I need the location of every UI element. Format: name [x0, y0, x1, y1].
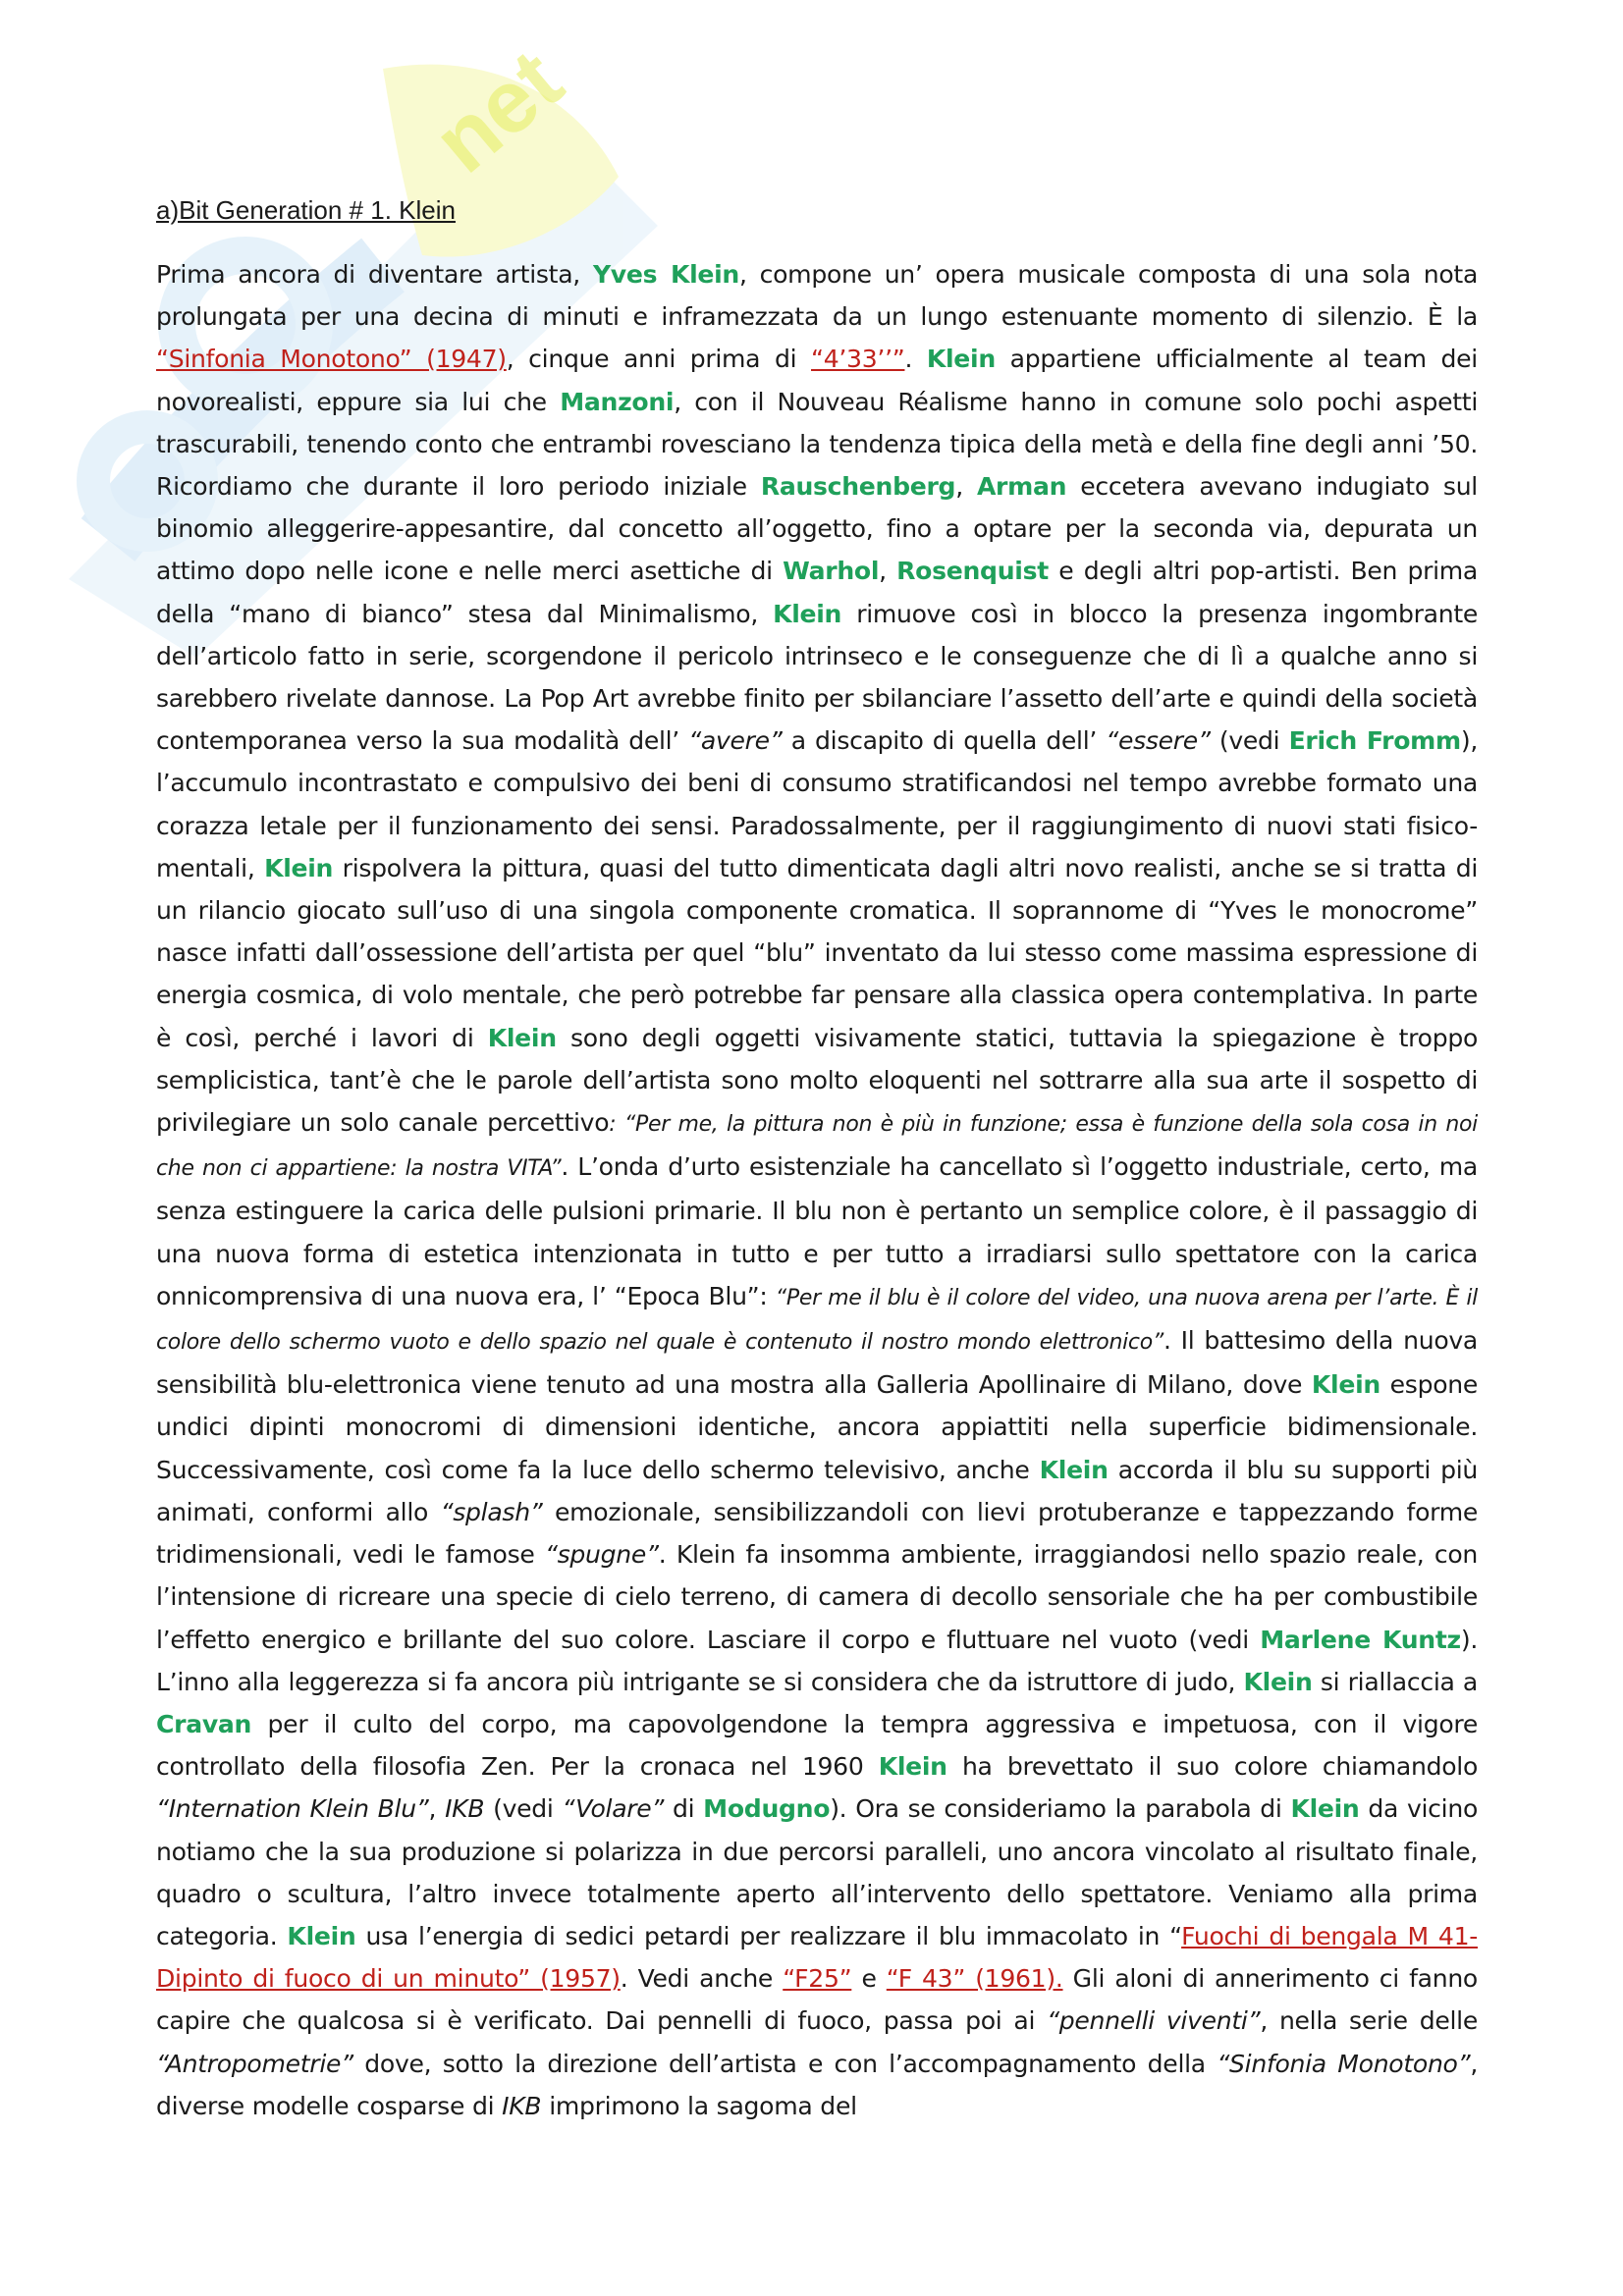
artist-name: Klein — [1290, 1794, 1360, 1824]
text-run: ). L’inno alla leggerezza si fa ancora più intrigante se si considera che da istruttore di judo, — [156, 1625, 1479, 1696]
text-run: accorda il blu su supporti più animati, conformi allo — [156, 1455, 1478, 1526]
text-run: , — [879, 557, 897, 586]
italic-term: “Volare” — [562, 1794, 665, 1824]
text-run: , — [955, 472, 977, 502]
italic-term: “spugne” — [544, 1540, 659, 1570]
italic-quote: “Per me il blu è il colore del video, una nuova arena per l’arte. È il colore dello schermo vuoto e dello spazio nel quale è contenuto il nostro mondo elettronico” — [156, 1285, 1478, 1356]
text-run: usa l’energia di sedici petardi per realizzare il blu immacolato in “ — [355, 1921, 1182, 1950]
work-link[interactable]: “F 43” (1961). — [886, 1964, 1063, 1994]
italic-term: “Antropometrie” — [156, 2049, 353, 2078]
text-run: a discapito di quella dell’ — [782, 726, 1107, 756]
italic-term: “Internation Klein Blu” — [156, 1794, 429, 1824]
text-run: sono degli oggetti visivamente statici, tuttavia la spiegazione è troppo semplicistica, tant’è che le parole dell’artista sono molto eloquenti nel sottrarre alla sua arte il sospetto di privilegiare un solo canale percettivo — [156, 1023, 1478, 1138]
text-run: emozionale, sensibilizzandoli con lievi protuberanze e tappezzando forme tridimensionali, vedi le famose — [156, 1497, 1479, 1570]
text-run: , diverse modelle cosparse di — [156, 2049, 1478, 2120]
artist-name: Marlene Kuntz — [1260, 1625, 1461, 1654]
artist-name: Klein — [1311, 1370, 1380, 1400]
italic-quote: : “Per me, la pittura non è più in funzione; essa è funzione della sola cosa in noi che non ci appartiene: la nostra VITA” — [156, 1112, 1478, 1182]
text-run: Gli aloni di annerimento ci fanno capire che qualcosa si è verificato. Dai pennelli di fuoco, passa poi ai — [156, 1964, 1478, 2036]
work-link[interactable]: “4’33’’” — [811, 345, 905, 374]
text-run: ), l’accumulo incontrastato e compulsivo dei beni di consumo stratificandosi nel tempo avrebbe formato una corazza letale per il funzionamento dei sensi. Paradossalmente, per il raggiungimento di nuovi stati fisico-mentali, — [156, 726, 1479, 882]
artist-name: Klein — [773, 599, 842, 628]
artist-name: Klein — [1039, 1455, 1109, 1484]
artist-name: Warhol — [783, 557, 880, 586]
text-run: eccetera avevano indugiato sul binomio alleggerire-appesantire, dal concetto all’oggetto, fino a optare per la seconda via, depurata un attimo dopo nelle icone e nelle merci asettiche di — [156, 472, 1478, 586]
text-run: ha brevettato il suo colore chiamandolo — [947, 1752, 1478, 1782]
artist-name: Klein — [287, 1921, 356, 1950]
artist-name: Klein — [1243, 1667, 1313, 1696]
text-run: rimuove così in blocco la presenza ingombrante dell’articolo fatto in serie, scorgendone il pericolo intrinseco e le conseguenze che di lì a qualche anno si sarebbero rivelate dannose. La Pop Art avrebbe finito per sbilanciare l’assetto dell’arte e quindi della società contemporanea verso la sua modalità dell’ — [156, 599, 1479, 756]
italic-term: IKB — [502, 2091, 542, 2120]
italic-term: IKB — [445, 1794, 485, 1824]
italic-term: “essere” — [1106, 726, 1211, 756]
artist-name: Rauschenberg — [760, 472, 956, 502]
artist-name: Klein — [264, 853, 334, 882]
document-title: a)Bit Generation # 1. Klein — [156, 195, 456, 225]
text-run: . Il battesimo della nuova sensibilità blu-elettronica viene tenuto ad una mostra alla Galleria Apollinaire di Milano, dove — [156, 1326, 1478, 1400]
work-link[interactable]: “Sinfonia Monotono” (1947) — [156, 345, 507, 374]
text-run: e — [851, 1964, 887, 1994]
italic-term: “splash” — [440, 1497, 543, 1526]
text-run: appartiene ufficialmente al team dei novorealisti, eppure sia lui che — [156, 345, 1478, 416]
artist-name: Rosenquist — [896, 557, 1049, 586]
text-run: di — [664, 1794, 704, 1824]
artist-name: Arman — [976, 472, 1067, 502]
artist-name: Cravan — [156, 1709, 252, 1738]
text-run: , compone un’ opera musicale composta di una sola nota prolungata per una decina di minuti e inframezzata da un lungo estenuante momento di silenzio. È la — [156, 260, 1479, 332]
text-run: e degli altri pop-artisti. Ben prima della “mano di bianco” stesa dal Minimalismo, — [156, 557, 1478, 628]
text-run: , cinque anni prima di — [506, 345, 812, 374]
text-run: ). Ora se consideriamo la parabola di — [830, 1794, 1291, 1824]
text-run: . — [904, 345, 927, 374]
work-link[interactable]: “F25” — [783, 1964, 852, 1994]
italic-term: “avere” — [688, 726, 783, 756]
text-run: Prima ancora di diventare artista, — [156, 260, 593, 289]
text-run: per il culto del corpo, ma capovolgendone la tempra aggressiva e impetuosa, con il vigore controllato della filosofia Zen. Per la cronaca nel 1960 — [156, 1709, 1478, 1782]
document-body — [156, 188, 1478, 2127]
italic-term: “pennelli viventi” — [1047, 2006, 1261, 2036]
text-run: . L’onda d’urto esistenziale ha cancellato sì l’oggetto industriale, certo, ma senza estinguere la carica delle pulsioni primarie. Il blu non è pertanto un semplice colore, è il passaggio di una nuova forma di estetica intenzionata in tutto e per tutto a irradiarsi sullo spettatore con la carica onnicomprensiva di una nuova era, l’ “Epoca Blu”: — [156, 1152, 1478, 1310]
main-paragraph — [156, 253, 1478, 2127]
artist-name: Klein — [878, 1752, 947, 1782]
text-run: (vedi — [1210, 726, 1289, 756]
artist-name: Yves Klein — [592, 260, 739, 289]
text-run: da vicino notiamo che la sua produzione si polarizza in due percorsi paralleli, uno ancora vincolato al risultato finale, quadro o scultura, l’altro invece totalmente aperto all’intervento dello spettatore. Veniamo alla prima categoria. — [156, 1794, 1478, 1950]
artist-name: Erich Fromm — [1288, 726, 1461, 756]
text-run: , con il Nouveau Réalisme hanno in comune solo pochi aspetti trascurabili, tenendo conto che entrambi rovesciano la tendenza tipica della metà e della fine degli anni ’50. Ricordiamo che durante il loro periodo iniziale — [156, 387, 1478, 502]
work-link[interactable]: Fuochi di bengala M 41- Dipinto di fuoco di un minuto” (1957) — [156, 1921, 1478, 1994]
artist-name: Klein — [926, 345, 996, 374]
text-run: dove, sotto la direzione dell’artista e con l’accompagnamento della — [352, 2049, 1217, 2078]
text-run: . Klein fa insomma ambiente, irraggiandosi nello spazio reale, con l’intensione di ricreare una specie di cielo terreno, di camera di decollo sensoriale che ha per combustibile l’effetto energico e brillante del suo colore. Lasciare il corpo e fluttuare nel vuoto (vedi — [156, 1540, 1478, 1654]
text-run: rispolvera la pittura, quasi del tutto dimenticata dagli altri novo realisti, anche se si tratta di un rilancio giocato sull’uso di una singola componente cromatica. Il soprannome di “Yves le monocrome” nasce infatti dall’ossessione dell’artista per quel “blu” inventato da lui stesso come massima espressione di energia cosmica, di volo mentale, che però potrebbe far pensare alla classica opera contemplativa. In parte è così, perché i lavori di — [156, 853, 1478, 1052]
watermark-text: net — [415, 30, 581, 192]
artist-name: Manzoni — [560, 387, 675, 416]
text-run: , — [428, 1794, 446, 1824]
text-run: espone undici dipinti monocromi di dimensioni identiche, ancora appiattiti nella superficie bidimensionale. Successivamente, così come fa la luce dello schermo televisivo, anche — [156, 1370, 1478, 1484]
artist-name: Klein — [487, 1023, 557, 1052]
text-run: si riallaccia a — [1312, 1667, 1478, 1696]
text-run: , nella serie delle — [1260, 2006, 1478, 2036]
text-run: imprimono la sagoma del — [541, 2091, 857, 2120]
text-run: . Vedi anche — [620, 1964, 784, 1994]
text-run: (vedi — [484, 1794, 563, 1824]
italic-term: “Sinfonia Monotono” — [1217, 2049, 1471, 2078]
artist-name: Modugno — [703, 1794, 831, 1824]
